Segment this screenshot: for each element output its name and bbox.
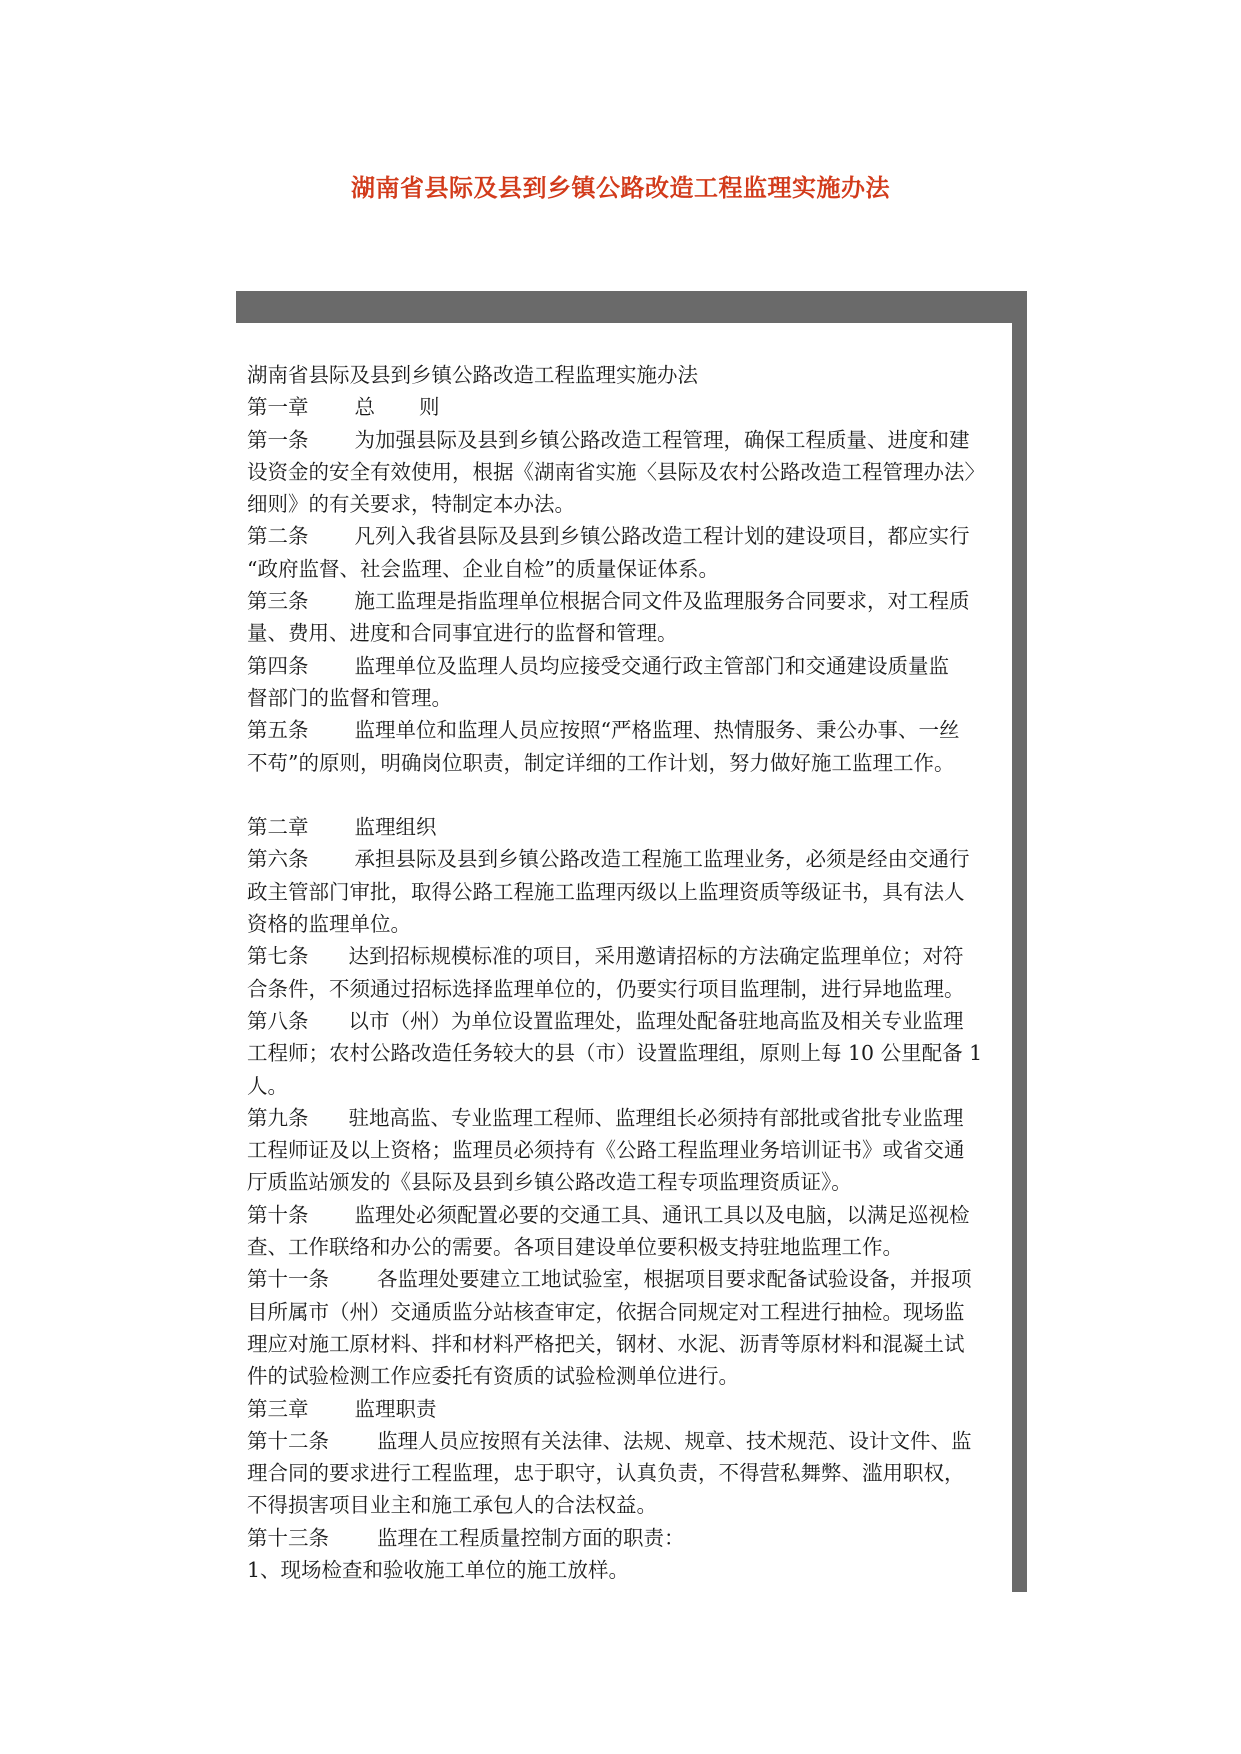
article-10 [247, 1199, 1003, 1231]
article-7 [247, 940, 1003, 972]
frame-top-bar [236, 291, 1027, 323]
article-text: 各监理处要建立工地试验室，根据项目要求配备试验设备，并报项 [377, 1267, 972, 1292]
chapter-label: 第一章 [247, 395, 309, 420]
article-text: 监理人员应按照有关法律、法规、规章、技术规范、设计文件、监 [377, 1428, 972, 1453]
chapter-1-heading [247, 391, 1003, 423]
article-8-cont: 人。 [247, 1073, 288, 1098]
frame-side-bar [1012, 291, 1027, 1592]
list-item: 1、现场检查和验收施工单位的施工放样。 [247, 1557, 630, 1582]
chapter-label: 第二章 [247, 815, 309, 840]
article-5-cont: 不苟”的原则，明确岗位职责，制定详细的工作计划，努力做好施工监理工作。 [247, 750, 955, 775]
article-1 [247, 424, 1003, 456]
article-label: 第三条 [247, 589, 309, 614]
article-9-cont: 厅质监站颁发的《县际及县到乡镇公路改造工程专项监理资质证》。 [247, 1170, 852, 1195]
article-3-cont: 量、费用、进度和合同事宜进行的监督和管理。 [247, 621, 678, 646]
article-text: 监理单位和监理人员应按照“严格监理、热情服务、秉公办事、一丝 [354, 718, 960, 743]
article-6 [247, 843, 1003, 875]
chapter-name: 监理组织 [354, 815, 437, 840]
document-body [247, 359, 1003, 1586]
article-label: 第七条 [247, 944, 309, 969]
article-11-cont: 理应对施工原材料、拌和材料严格把关，钢材、水泥、沥青等原材料和混凝土试 [247, 1331, 965, 1356]
article-label: 第十一条 [247, 1267, 329, 1292]
article-label: 第十三条 [247, 1525, 329, 1550]
article-3 [247, 585, 1003, 617]
chapter-name: 监理职责 [354, 1396, 437, 1421]
article-4 [247, 650, 1003, 682]
article-10-cont: 查、工作联络和办公的需要。各项目建设单位要积极支持驻地监理工作。 [247, 1235, 903, 1260]
article-label: 第二条 [247, 524, 309, 549]
chapter-word: 则 [419, 395, 440, 420]
article-text: 承担县际及县到乡镇公路改造工程施工监理业务，必须是经由交通行 [354, 847, 970, 872]
article-label: 第九条 [247, 1105, 309, 1130]
article-label: 第五条 [247, 718, 309, 743]
article-label: 第六条 [247, 847, 309, 872]
article-2 [247, 520, 1003, 552]
article-11-cont: 目所属市（州）交通质监分站核查审定，依据合同规定对工程进行抽检。现场监 [247, 1299, 965, 1324]
article-1-cont: 设资金的安全有效使用，根据《湖南省实施〈县际及农村公路改造工程管理办法〉 [247, 459, 985, 484]
article-label: 第八条 [247, 1008, 309, 1033]
doc-subtitle: 湖南省县际及县到乡镇公路改造工程监理实施办法 [247, 363, 698, 387]
article-text: 以市（州）为单位设置监理处，监理处配备驻地高监及相关专业监理 [348, 1008, 964, 1033]
article-text: 监理处必须配置必要的交通工具、通讯工具以及电脑，以满足巡视检 [354, 1202, 970, 1227]
article-5 [247, 714, 1003, 746]
article-8-cont: 工程师；农村公路改造任务较大的县（市）设置监理组，原则上每 10 公里配备 1 [247, 1041, 983, 1066]
article-9-cont: 工程师证及以上资格；监理员必须持有《公路工程监理业务培训证书》或省交通 [247, 1138, 965, 1163]
chapter-2-heading [247, 811, 1003, 843]
article-label: 第一条 [247, 427, 309, 452]
article-6-cont: 资格的监理单位。 [247, 912, 411, 937]
chapter-3-heading [247, 1393, 1003, 1425]
article-text: 达到招标规模标准的项目，采用邀请招标的方法确定监理单位；对符 [348, 944, 964, 969]
article-1-cont: 细则》的有关要求，特制定本办法。 [247, 492, 575, 517]
article-label: 第四条 [247, 653, 309, 678]
article-11-cont: 件的试验检测工作应委托有资质的试验检测单位进行。 [247, 1364, 739, 1389]
article-label: 第十条 [247, 1202, 309, 1227]
chapter-label: 第三章 [247, 1396, 309, 1421]
article-8 [247, 1005, 1003, 1037]
article-13 [247, 1522, 1003, 1554]
article-7-cont: 合条件，不须通过招标选择监理单位的，仍要实行项目监理制，进行异地监理。 [247, 976, 965, 1001]
article-2-cont: “政府监督、社会监理、企业自检”的质量保证体系。 [247, 556, 719, 581]
article-text: 监理单位及监理人员均应接受交通行政主管部门和交通建设质量监 [354, 653, 949, 678]
article-text: 监理在工程质量控制方面的职责： [377, 1525, 685, 1550]
article-text: 驻地高监、专业监理工程师、监理组长必须持有部批或省批专业监理 [348, 1105, 964, 1130]
article-text: 为加强县际及县到乡镇公路改造工程管理，确保工程质量、进度和建 [354, 427, 970, 452]
article-text: 凡列入我省县际及县到乡镇公路改造工程计划的建设项目，都应实行 [354, 524, 970, 549]
page-title: 湖南省县际及县到乡镇公路改造工程监理实施办法 [351, 173, 890, 202]
article-11 [247, 1263, 1003, 1295]
article-text: 施工监理是指监理单位根据合同文件及监理服务合同要求，对工程质 [354, 589, 970, 614]
article-6-cont: 政主管部门审批，取得公路工程施工监理丙级以上监理资质等级证书，具有法人 [247, 879, 965, 904]
article-4-cont: 督部门的监督和管理。 [247, 685, 452, 710]
article-12-cont: 理合同的要求进行工程监理，忠于职守，认真负责，不得营私舞弊、滥用职权， [247, 1461, 965, 1486]
blank-line [247, 779, 1003, 811]
article-12 [247, 1425, 1003, 1457]
article-9 [247, 1102, 1003, 1134]
chapter-word: 总 [354, 395, 375, 420]
article-12-cont: 不得损害项目业主和施工承包人的合法权益。 [247, 1493, 657, 1518]
article-label: 第十二条 [247, 1428, 329, 1453]
